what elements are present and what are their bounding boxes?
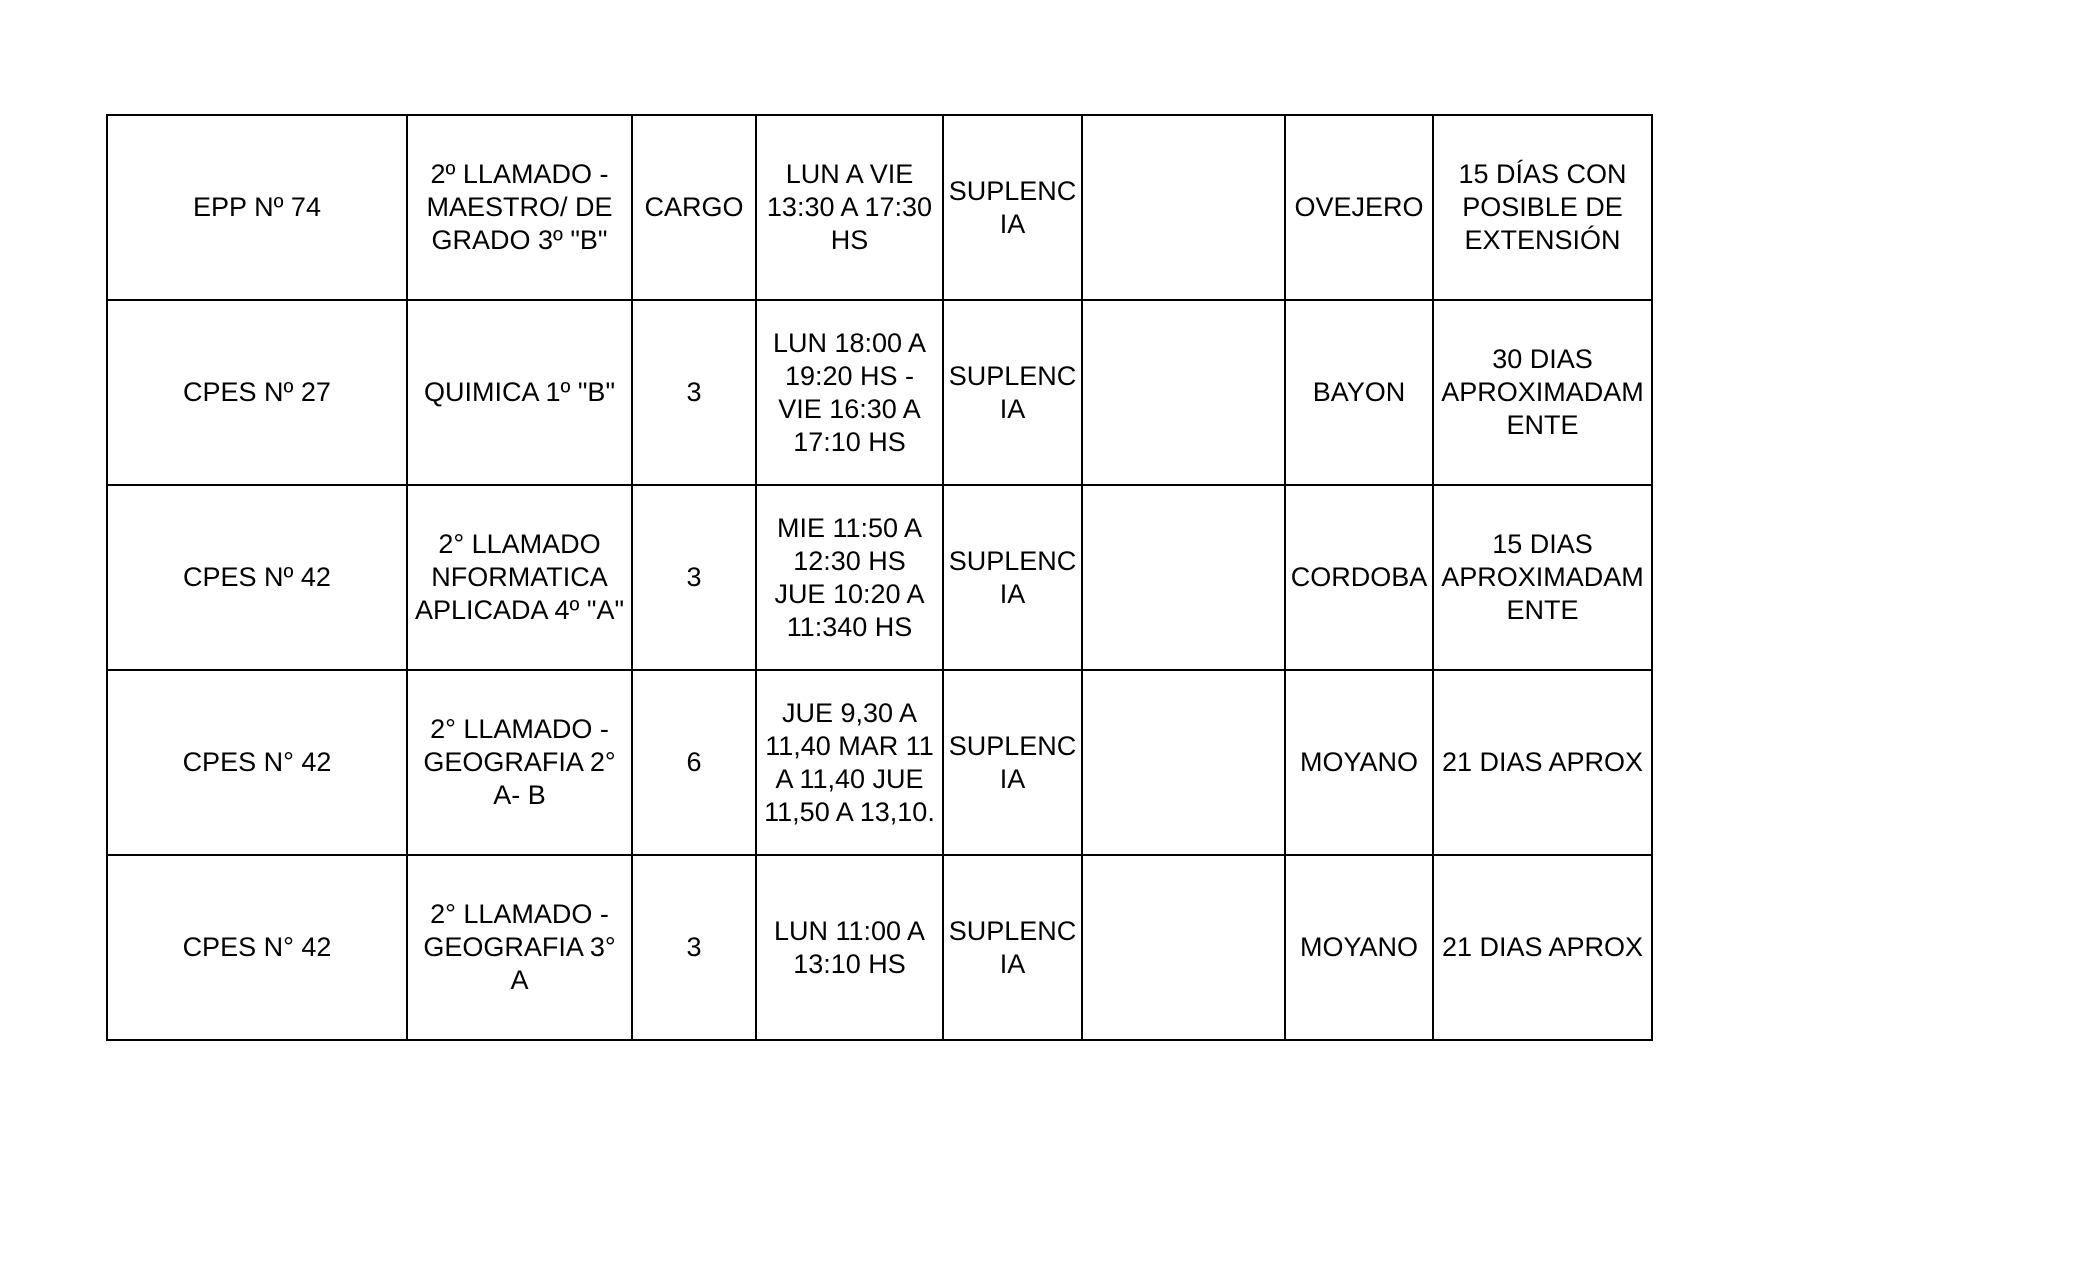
schedule-cell: LUN A VIE 13:30 A 17:30 HS (756, 115, 943, 300)
school-cell: CPES Nº 42 (107, 485, 407, 670)
hours-cell: 3 (632, 855, 756, 1040)
blank-cell (1082, 855, 1285, 1040)
hours-cell: CARGO (632, 115, 756, 300)
type-cell: SUPLENC IA (943, 670, 1082, 855)
type-cell: SUPLENC IA (943, 855, 1082, 1040)
school-cell: CPES N° 42 (107, 670, 407, 855)
location-cell: OVEJERO (1285, 115, 1433, 300)
type-cell: SUPLENC IA (943, 485, 1082, 670)
schedule-cell: MIE 11:50 A 12:30 HS JUE 10:20 A 11:340 HS (756, 485, 943, 670)
location-cell: CORDOBA (1285, 485, 1433, 670)
duration-cell: 30 DIAS APROXIMADAM ENTE (1433, 300, 1652, 485)
school-cell: EPP Nº 74 (107, 115, 407, 300)
location-cell: MOYANO (1285, 855, 1433, 1040)
vacancies-table (106, 114, 1653, 1041)
blank-cell (1082, 485, 1285, 670)
table-row (107, 300, 1652, 485)
table-row (107, 115, 1652, 300)
school-cell: CPES N° 42 (107, 855, 407, 1040)
hours-cell: 6 (632, 670, 756, 855)
duration-cell: 15 DIAS APROXIMADAM ENTE (1433, 485, 1652, 670)
table-row (107, 855, 1652, 1040)
location-cell: MOYANO (1285, 670, 1433, 855)
blank-cell (1082, 115, 1285, 300)
duration-cell: 15 DÍAS CON POSIBLE DE EXTENSIÓN (1433, 115, 1652, 300)
school-cell: CPES Nº 27 (107, 300, 407, 485)
subject-cell: QUIMICA 1º "B" (407, 300, 632, 485)
blank-cell (1082, 300, 1285, 485)
schedule-cell: LUN 18:00 A 19:20 HS - VIE 16:30 A 17:10 HS (756, 300, 943, 485)
schedule-cell: JUE 9,30 A 11,40 MAR 11 A 11,40 JUE 11,50 A 13,10. (756, 670, 943, 855)
table-row (107, 485, 1652, 670)
type-cell: SUPLENC IA (943, 300, 1082, 485)
type-cell: SUPLENC IA (943, 115, 1082, 300)
schedule-cell: LUN 11:00 A 13:10 HS (756, 855, 943, 1040)
blank-cell (1082, 670, 1285, 855)
hours-cell: 3 (632, 300, 756, 485)
subject-cell: 2º LLAMADO - MAESTRO/ DE GRADO 3º "B" (407, 115, 632, 300)
location-cell: BAYON (1285, 300, 1433, 485)
subject-cell: 2° LLAMADO - GEOGRAFIA 3° A (407, 855, 632, 1040)
duration-cell: 21 DIAS APROX (1433, 670, 1652, 855)
subject-cell: 2° LLAMADO - GEOGRAFIA 2° A- B (407, 670, 632, 855)
subject-cell: 2° LLAMADO NFORMATICA APLICADA 4º "A" (407, 485, 632, 670)
duration-cell: 21 DIAS APROX (1433, 855, 1652, 1040)
table-row (107, 670, 1652, 855)
hours-cell: 3 (632, 485, 756, 670)
